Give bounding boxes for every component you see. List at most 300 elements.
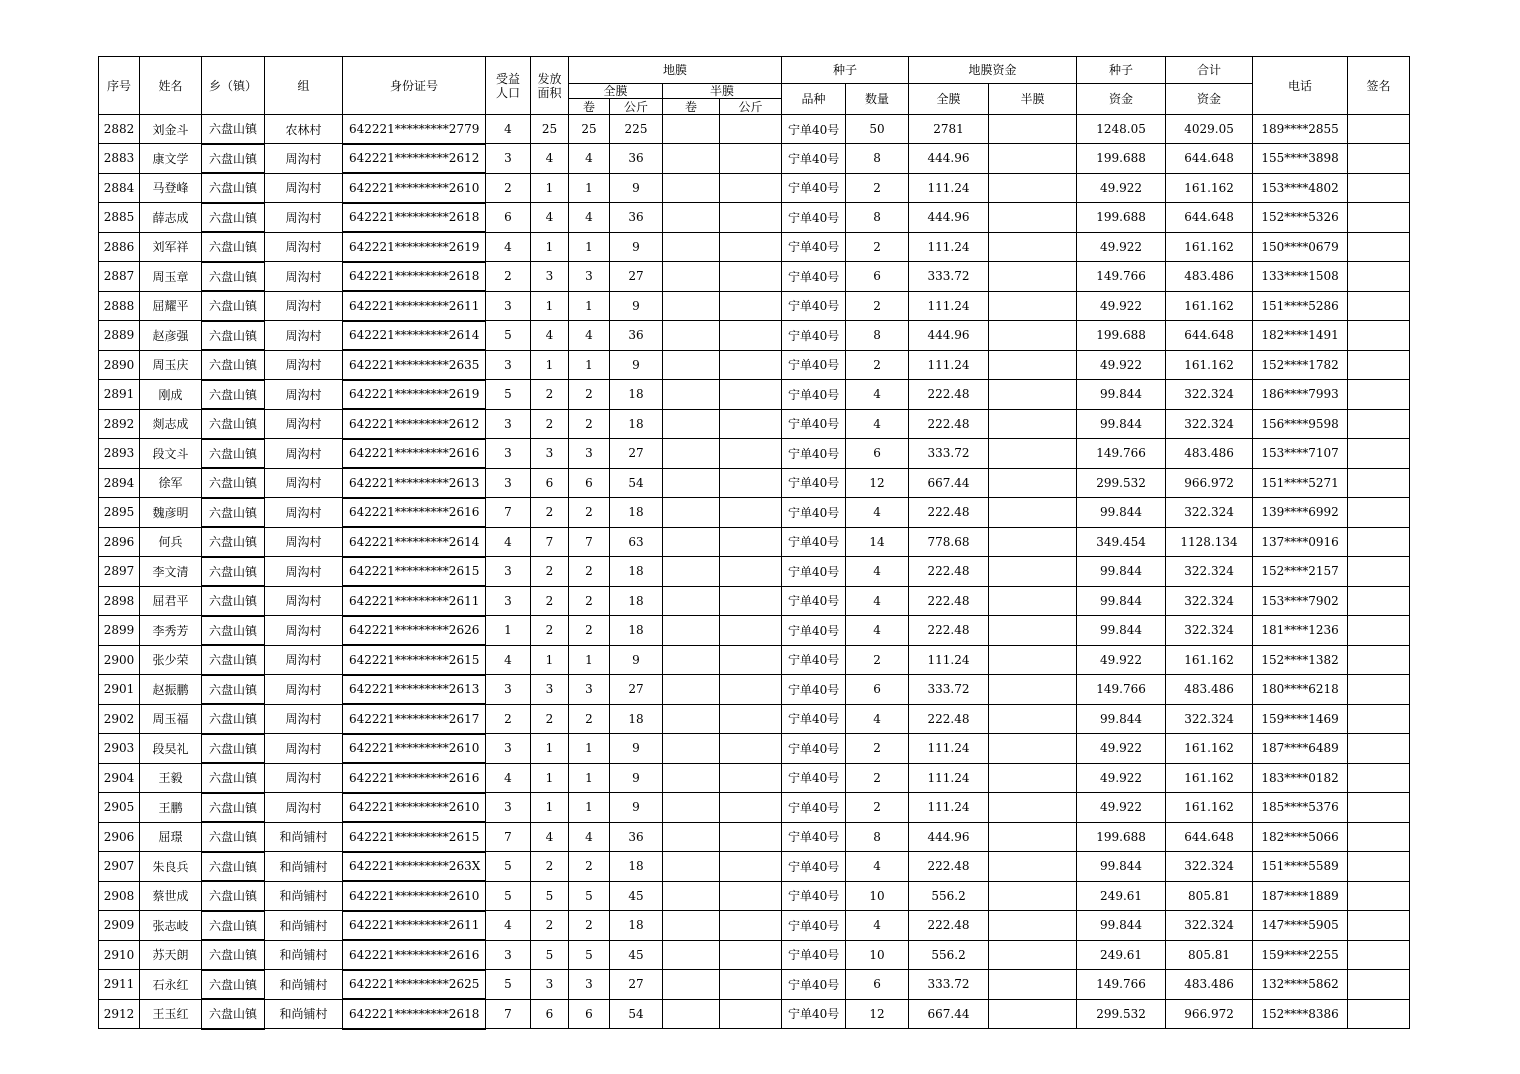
- cell-total-funds: 161.162: [1166, 232, 1253, 262]
- cell-name: 赵彦强: [140, 321, 202, 351]
- cell-full-kg: 45: [610, 881, 663, 911]
- cell-seq: 2892: [99, 409, 140, 439]
- cell-half-roll: [663, 970, 720, 1000]
- cell-half-kg: [720, 350, 782, 380]
- cell-full-kg: 36: [610, 203, 663, 233]
- cell-half-roll: [663, 616, 720, 646]
- cell-seed-funds: 199.688: [1077, 144, 1166, 174]
- header-phone: 电话: [1253, 57, 1348, 115]
- cell-phone: 153****4802: [1253, 173, 1348, 203]
- cell-phone: 189****2855: [1253, 115, 1348, 144]
- cell-phone: 182****1491: [1253, 321, 1348, 351]
- cell-variety: 宁单40号: [782, 675, 846, 705]
- cell-phone: 137****0916: [1253, 527, 1348, 557]
- header-total-top: 合计: [1166, 57, 1253, 84]
- cell-half-roll: [663, 557, 720, 587]
- cell-variety: 宁单40号: [782, 704, 846, 734]
- header-seed: 种子: [782, 57, 909, 84]
- table-row: [99, 822, 1410, 852]
- cell-half-roll: [663, 527, 720, 557]
- cell-quantity: 14: [846, 527, 909, 557]
- cell-beneficiaries: 3: [486, 734, 531, 764]
- cell-beneficiaries: 2: [486, 704, 531, 734]
- cell-half-roll: [663, 586, 720, 616]
- table-row: [99, 203, 1410, 233]
- cell-signature: [1348, 793, 1410, 823]
- table-row: [99, 527, 1410, 557]
- cell-seq: 2900: [99, 645, 140, 675]
- cell-phone: 147****5905: [1253, 911, 1348, 941]
- cell-name: 段旲礼: [140, 734, 202, 764]
- cell-signature: [1348, 232, 1410, 262]
- cell-total-funds: 322.324: [1166, 616, 1253, 646]
- cell-name: 周玉福: [140, 704, 202, 734]
- cell-full-kg: 18: [610, 704, 663, 734]
- cell-group: 和尚铺村: [265, 911, 343, 941]
- cell-seq: 2904: [99, 763, 140, 793]
- cell-group: 周沟村: [265, 793, 343, 823]
- cell-area: 25: [531, 115, 569, 144]
- cell-film-funds-full: 111.24: [909, 232, 989, 262]
- cell-quantity: 2: [846, 734, 909, 764]
- header-half-kg: 公斤: [720, 99, 782, 115]
- cell-full-kg: 9: [610, 232, 663, 262]
- cell-film-funds-full: 111.24: [909, 645, 989, 675]
- table-row: [99, 321, 1410, 351]
- cell-film-funds-half: [989, 675, 1077, 705]
- cell-signature: [1348, 527, 1410, 557]
- cell-half-roll: [663, 852, 720, 882]
- cell-full-roll: 3: [569, 439, 610, 469]
- cell-seed-funds: 49.922: [1077, 173, 1166, 203]
- cell-film-funds-half: [989, 704, 1077, 734]
- cell-seq: 2887: [99, 262, 140, 292]
- cell-full-roll: 1: [569, 734, 610, 764]
- cell-id-number: 642221*********2616: [343, 439, 486, 469]
- cell-township: 六盘山镇: [202, 557, 265, 587]
- cell-group: 周沟村: [265, 291, 343, 321]
- cell-township: 六盘山镇: [202, 852, 265, 882]
- cell-half-roll: [663, 704, 720, 734]
- cell-full-roll: 1: [569, 350, 610, 380]
- table-row: [99, 409, 1410, 439]
- cell-quantity: 4: [846, 586, 909, 616]
- cell-full-roll: 4: [569, 144, 610, 174]
- cell-film-funds-full: 333.72: [909, 675, 989, 705]
- cell-seed-funds: 99.844: [1077, 616, 1166, 646]
- cell-seq: 2888: [99, 291, 140, 321]
- cell-township: 六盘山镇: [202, 468, 265, 498]
- cell-film-funds-half: [989, 468, 1077, 498]
- header-quantity: 数量: [846, 84, 909, 115]
- cell-seq: 2905: [99, 793, 140, 823]
- cell-seq: 2885: [99, 203, 140, 233]
- cell-phone: 132****5862: [1253, 970, 1348, 1000]
- table-row: [99, 380, 1410, 410]
- cell-variety: 宁单40号: [782, 793, 846, 823]
- table-row: [99, 645, 1410, 675]
- cell-film-funds-half: [989, 203, 1077, 233]
- cell-township: 六盘山镇: [202, 616, 265, 646]
- cell-township: 六盘山镇: [202, 144, 265, 174]
- cell-seed-funds: 49.922: [1077, 350, 1166, 380]
- cell-film-funds-half: [989, 645, 1077, 675]
- cell-signature: [1348, 911, 1410, 941]
- cell-name: 刚成: [140, 380, 202, 410]
- cell-half-roll: [663, 940, 720, 970]
- cell-film-funds-half: [989, 616, 1077, 646]
- header-full-kg: 公斤: [610, 99, 663, 115]
- cell-phone: 159****2255: [1253, 940, 1348, 970]
- cell-full-roll: 1: [569, 645, 610, 675]
- cell-area: 1: [531, 645, 569, 675]
- cell-quantity: 6: [846, 970, 909, 1000]
- cell-half-kg: [720, 232, 782, 262]
- cell-id-number: 642221*********2635: [343, 350, 486, 380]
- cell-id-number: 642221*********2616: [343, 940, 486, 970]
- cell-seed-funds: 349.454: [1077, 527, 1166, 557]
- cell-quantity: 2: [846, 350, 909, 380]
- cell-variety: 宁单40号: [782, 734, 846, 764]
- cell-area: 2: [531, 616, 569, 646]
- cell-full-roll: 2: [569, 852, 610, 882]
- cell-beneficiaries: 3: [486, 439, 531, 469]
- header-name: 姓名: [140, 57, 202, 115]
- cell-signature: [1348, 675, 1410, 705]
- cell-half-kg: [720, 203, 782, 233]
- cell-quantity: 50: [846, 115, 909, 144]
- table-row: [99, 911, 1410, 941]
- cell-name: 王鹏: [140, 793, 202, 823]
- cell-area: 2: [531, 409, 569, 439]
- cell-phone: 151****5589: [1253, 852, 1348, 882]
- cell-full-kg: 9: [610, 173, 663, 203]
- cell-id-number: 642221*********2618: [343, 999, 486, 1029]
- cell-id-number: 642221*********2626: [343, 616, 486, 646]
- cell-total-funds: 644.648: [1166, 203, 1253, 233]
- cell-seed-funds: 149.766: [1077, 262, 1166, 292]
- cell-film-funds-half: [989, 115, 1077, 144]
- cell-area: 4: [531, 822, 569, 852]
- cell-seed-funds: 49.922: [1077, 291, 1166, 321]
- cell-seq: 2912: [99, 999, 140, 1029]
- cell-phone: 152****2157: [1253, 557, 1348, 587]
- cell-group: 周沟村: [265, 439, 343, 469]
- cell-variety: 宁单40号: [782, 439, 846, 469]
- cell-full-kg: 9: [610, 350, 663, 380]
- cell-township: 六盘山镇: [202, 203, 265, 233]
- cell-id-number: 642221*********2613: [343, 675, 486, 705]
- cell-total-funds: 322.324: [1166, 586, 1253, 616]
- cell-variety: 宁单40号: [782, 763, 846, 793]
- cell-signature: [1348, 557, 1410, 587]
- cell-township: 六盘山镇: [202, 439, 265, 469]
- cell-full-kg: 36: [610, 822, 663, 852]
- cell-signature: [1348, 616, 1410, 646]
- cell-beneficiaries: 4: [486, 763, 531, 793]
- cell-area: 4: [531, 144, 569, 174]
- cell-name: 屈璟: [140, 822, 202, 852]
- cell-name: 屈君平: [140, 586, 202, 616]
- header-full-roll: 卷: [569, 99, 610, 115]
- cell-half-kg: [720, 409, 782, 439]
- cell-full-kg: 9: [610, 291, 663, 321]
- cell-beneficiaries: 5: [486, 380, 531, 410]
- cell-half-kg: [720, 468, 782, 498]
- cell-variety: 宁单40号: [782, 291, 846, 321]
- cell-area: 1: [531, 763, 569, 793]
- cell-signature: [1348, 586, 1410, 616]
- cell-film-funds-full: 778.68: [909, 527, 989, 557]
- cell-variety: 宁单40号: [782, 350, 846, 380]
- cell-signature: [1348, 999, 1410, 1029]
- cell-film-funds-full: 222.48: [909, 409, 989, 439]
- cell-name: 苏天朗: [140, 940, 202, 970]
- cell-total-funds: 805.81: [1166, 940, 1253, 970]
- cell-id-number: 642221*********2619: [343, 232, 486, 262]
- cell-total-funds: 966.972: [1166, 999, 1253, 1029]
- cell-half-roll: [663, 232, 720, 262]
- cell-name: 魏彦明: [140, 498, 202, 528]
- cell-area: 2: [531, 704, 569, 734]
- cell-name: 段文斗: [140, 439, 202, 469]
- cell-film-funds-full: 222.48: [909, 586, 989, 616]
- cell-half-kg: [720, 173, 782, 203]
- cell-id-number: 642221*********2616: [343, 498, 486, 528]
- cell-id-number: 642221*********2618: [343, 262, 486, 292]
- cell-seed-funds: 99.844: [1077, 911, 1166, 941]
- cell-film-funds-half: [989, 586, 1077, 616]
- cell-group: 周沟村: [265, 734, 343, 764]
- cell-film-funds-full: 333.72: [909, 439, 989, 469]
- table-row: [99, 675, 1410, 705]
- cell-film-funds-full: 444.96: [909, 321, 989, 351]
- cell-film-funds-full: 556.2: [909, 881, 989, 911]
- cell-half-kg: [720, 970, 782, 1000]
- header-township: 乡（镇）: [202, 57, 265, 115]
- cell-half-roll: [663, 321, 720, 351]
- cell-total-funds: 161.162: [1166, 291, 1253, 321]
- header-film: 地膜: [569, 57, 782, 84]
- cell-full-kg: 9: [610, 645, 663, 675]
- cell-quantity: 4: [846, 616, 909, 646]
- cell-group: 和尚铺村: [265, 881, 343, 911]
- cell-film-funds-full: 667.44: [909, 468, 989, 498]
- cell-half-kg: [720, 586, 782, 616]
- cell-total-funds: 644.648: [1166, 144, 1253, 174]
- cell-beneficiaries: 5: [486, 881, 531, 911]
- cell-total-funds: 644.648: [1166, 321, 1253, 351]
- header-id-number: 身份证号: [343, 57, 486, 115]
- cell-township: 六盘山镇: [202, 350, 265, 380]
- cell-quantity: 6: [846, 262, 909, 292]
- cell-seed-funds: 99.844: [1077, 557, 1166, 587]
- cell-phone: 150****0679: [1253, 232, 1348, 262]
- cell-half-kg: [720, 645, 782, 675]
- cell-signature: [1348, 852, 1410, 882]
- cell-full-roll: 4: [569, 822, 610, 852]
- cell-seq: 2907: [99, 852, 140, 882]
- header-seed-funds: 资金: [1077, 84, 1166, 115]
- cell-beneficiaries: 4: [486, 911, 531, 941]
- cell-seed-funds: 199.688: [1077, 321, 1166, 351]
- cell-phone: 155****3898: [1253, 144, 1348, 174]
- cell-id-number: 642221*********2619: [343, 380, 486, 410]
- cell-name: 何兵: [140, 527, 202, 557]
- cell-township: 六盘山镇: [202, 675, 265, 705]
- cell-township: 六盘山镇: [202, 645, 265, 675]
- cell-half-roll: [663, 734, 720, 764]
- cell-film-funds-half: [989, 763, 1077, 793]
- cell-variety: 宁单40号: [782, 173, 846, 203]
- cell-half-roll: [663, 380, 720, 410]
- cell-film-funds-half: [989, 498, 1077, 528]
- cell-half-roll: [663, 439, 720, 469]
- cell-signature: [1348, 763, 1410, 793]
- cell-area: 6: [531, 999, 569, 1029]
- cell-township: 六盘山镇: [202, 321, 265, 351]
- header-group: 组: [265, 57, 343, 115]
- cell-seq: 2882: [99, 115, 140, 144]
- cell-film-funds-full: 222.48: [909, 852, 989, 882]
- cell-group: 周沟村: [265, 616, 343, 646]
- cell-variety: 宁单40号: [782, 645, 846, 675]
- cell-half-kg: [720, 321, 782, 351]
- cell-group: 周沟村: [265, 262, 343, 292]
- cell-phone: 185****5376: [1253, 793, 1348, 823]
- cell-seq: 2886: [99, 232, 140, 262]
- cell-half-kg: [720, 380, 782, 410]
- cell-group: 周沟村: [265, 645, 343, 675]
- cell-half-kg: [720, 144, 782, 174]
- cell-seed-funds: 249.61: [1077, 881, 1166, 911]
- cell-total-funds: 161.162: [1166, 734, 1253, 764]
- cell-variety: 宁单40号: [782, 822, 846, 852]
- cell-signature: [1348, 409, 1410, 439]
- cell-film-funds-full: 333.72: [909, 262, 989, 292]
- cell-half-kg: [720, 439, 782, 469]
- cell-total-funds: 161.162: [1166, 173, 1253, 203]
- distribution-table: [98, 56, 1410, 1030]
- cell-variety: 宁单40号: [782, 321, 846, 351]
- header-film-funds-half: 半膜: [989, 84, 1077, 115]
- cell-half-roll: [663, 881, 720, 911]
- cell-full-roll: 2: [569, 586, 610, 616]
- table-row: [99, 115, 1410, 144]
- cell-group: 周沟村: [265, 203, 343, 233]
- cell-beneficiaries: 3: [486, 350, 531, 380]
- cell-township: 六盘山镇: [202, 409, 265, 439]
- cell-quantity: 8: [846, 822, 909, 852]
- cell-full-kg: 45: [610, 940, 663, 970]
- cell-seq: 2899: [99, 616, 140, 646]
- cell-film-funds-half: [989, 232, 1077, 262]
- cell-beneficiaries: 3: [486, 557, 531, 587]
- cell-phone: 186****7993: [1253, 380, 1348, 410]
- cell-half-kg: [720, 262, 782, 292]
- cell-name: 周玉章: [140, 262, 202, 292]
- cell-quantity: 8: [846, 321, 909, 351]
- cell-signature: [1348, 380, 1410, 410]
- cell-beneficiaries: 1: [486, 616, 531, 646]
- cell-film-funds-half: [989, 734, 1077, 764]
- header-total-funds: 资金: [1166, 84, 1253, 115]
- cell-seq: 2896: [99, 527, 140, 557]
- header-variety: 品种: [782, 84, 846, 115]
- cell-beneficiaries: 6: [486, 203, 531, 233]
- cell-half-kg: [720, 822, 782, 852]
- cell-variety: 宁单40号: [782, 586, 846, 616]
- cell-group: 周沟村: [265, 232, 343, 262]
- cell-phone: 183****0182: [1253, 763, 1348, 793]
- cell-beneficiaries: 3: [486, 940, 531, 970]
- cell-half-kg: [720, 793, 782, 823]
- cell-total-funds: 644.648: [1166, 822, 1253, 852]
- cell-id-number: 642221*********2611: [343, 586, 486, 616]
- cell-township: 六盘山镇: [202, 999, 265, 1029]
- cell-township: 六盘山镇: [202, 586, 265, 616]
- cell-name: 蔡世成: [140, 881, 202, 911]
- cell-group: 周沟村: [265, 321, 343, 351]
- cell-area: 4: [531, 203, 569, 233]
- cell-township: 六盘山镇: [202, 291, 265, 321]
- cell-film-funds-full: 556.2: [909, 940, 989, 970]
- cell-id-number: 642221*********2616: [343, 763, 486, 793]
- cell-seq: 2889: [99, 321, 140, 351]
- cell-id-number: 642221*********2615: [343, 557, 486, 587]
- cell-signature: [1348, 350, 1410, 380]
- table-row: [99, 291, 1410, 321]
- cell-area: 5: [531, 881, 569, 911]
- cell-township: 六盘山镇: [202, 940, 265, 970]
- cell-township: 六盘山镇: [202, 822, 265, 852]
- header-seq: 序号: [99, 57, 140, 115]
- cell-phone: 159****1469: [1253, 704, 1348, 734]
- cell-film-funds-half: [989, 380, 1077, 410]
- cell-film-funds-full: 111.24: [909, 291, 989, 321]
- cell-film-funds-full: 111.24: [909, 763, 989, 793]
- cell-full-roll: 2: [569, 498, 610, 528]
- cell-film-funds-full: 111.24: [909, 173, 989, 203]
- cell-area: 6: [531, 468, 569, 498]
- cell-half-roll: [663, 262, 720, 292]
- cell-name: 剡志成: [140, 409, 202, 439]
- cell-total-funds: 966.972: [1166, 468, 1253, 498]
- cell-variety: 宁单40号: [782, 262, 846, 292]
- cell-signature: [1348, 940, 1410, 970]
- cell-phone: 152****1382: [1253, 645, 1348, 675]
- cell-seed-funds: 149.766: [1077, 675, 1166, 705]
- cell-township: 六盘山镇: [202, 881, 265, 911]
- cell-film-funds-half: [989, 262, 1077, 292]
- cell-half-kg: [720, 911, 782, 941]
- cell-half-roll: [663, 291, 720, 321]
- cell-signature: [1348, 203, 1410, 233]
- table-row: [99, 734, 1410, 764]
- cell-signature: [1348, 734, 1410, 764]
- cell-phone: 152****5326: [1253, 203, 1348, 233]
- cell-seed-funds: 149.766: [1077, 439, 1166, 469]
- cell-total-funds: 483.486: [1166, 675, 1253, 705]
- cell-quantity: 4: [846, 852, 909, 882]
- cell-beneficiaries: 4: [486, 645, 531, 675]
- cell-phone: 182****5066: [1253, 822, 1348, 852]
- cell-area: 3: [531, 262, 569, 292]
- cell-area: 2: [531, 557, 569, 587]
- cell-total-funds: 161.162: [1166, 645, 1253, 675]
- cell-full-roll: 1: [569, 232, 610, 262]
- cell-name: 李文清: [140, 557, 202, 587]
